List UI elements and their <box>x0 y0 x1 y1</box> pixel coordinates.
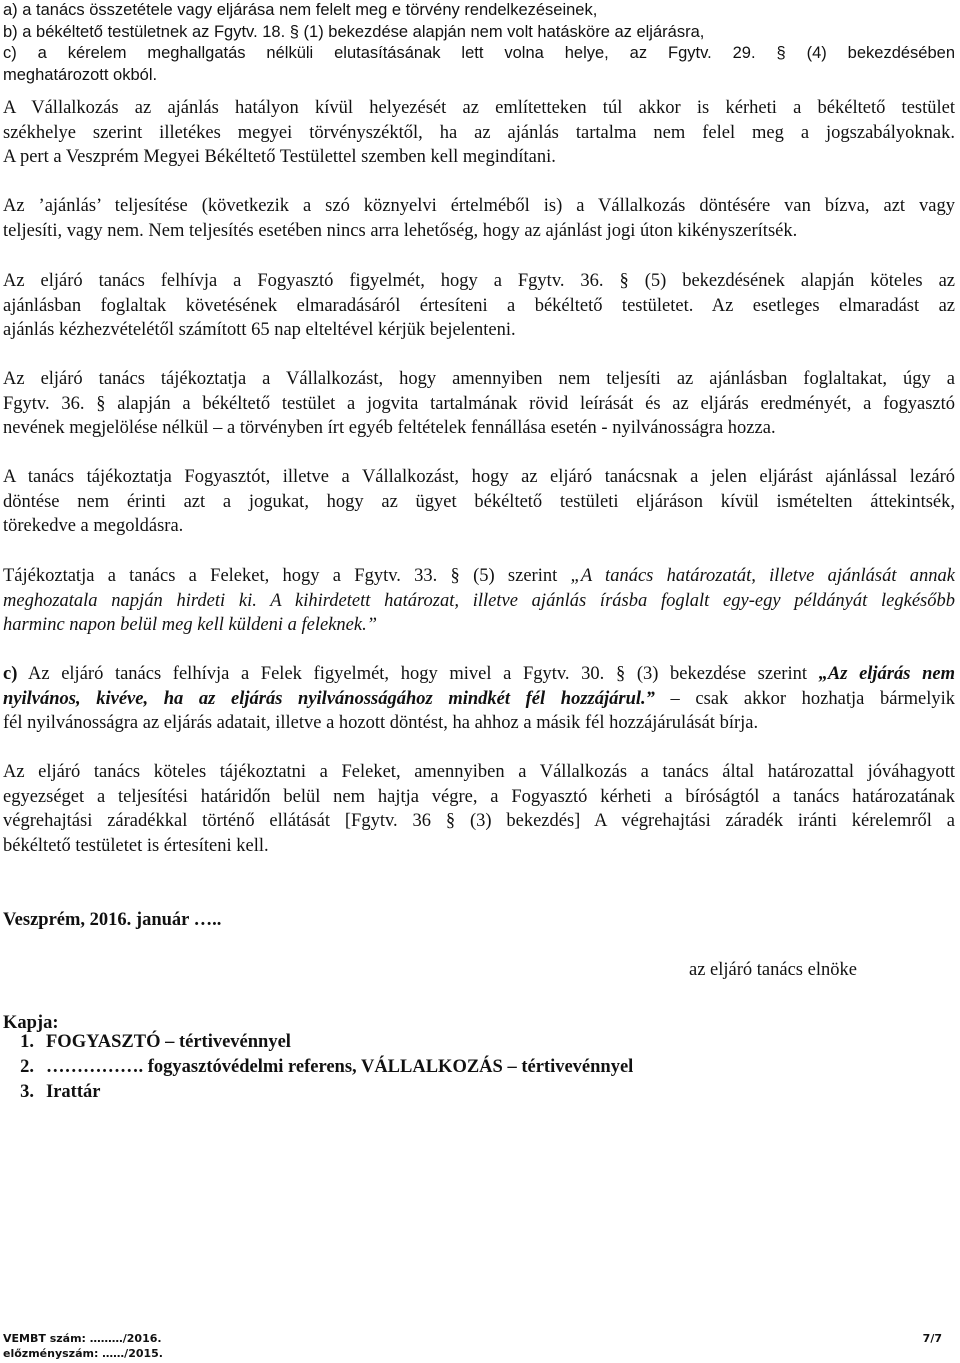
paragraph-publicity <box>3 662 955 736</box>
recipient-number: 1. <box>20 1032 34 1052</box>
paragraph-text: Tájékoztatja a tanács a Feleket, hogy a Fgytv. 33. § (5) szerint <box>3 566 571 586</box>
paragraph-announcement <box>3 564 955 638</box>
item-label: c) <box>3 664 18 684</box>
paragraph-line: végrehajtási záradékkal történő ellátását [Fgytv. 36 § (3) bekezdés] A végrehajtási záradék iránti kérelemről a <box>3 811 955 831</box>
paragraph-line <box>3 564 955 589</box>
recipient-text: Irattár <box>46 1082 101 1102</box>
paragraph-line: Az eljáró tanács tájékoztatja a Vállalkozást, hogy amennyiben nem teljesíti az ajánlásban foglaltakat, úgy a <box>3 369 955 389</box>
paragraph-line: Az eljáró tanács felhívja a Fogyasztó figyelmét, hogy a Fgytv. 36. § (5) bekezdésének alapján köteles az <box>3 271 955 291</box>
date-text: Veszprém, 2016. január ….. <box>3 910 222 930</box>
paragraph-rights <box>3 465 955 539</box>
page-footer <box>3 1331 163 1361</box>
paragraph-line: nevének megjelölése nélkül – a törvényben írt egyéb feltételek fennállása esetén - nyilvánosságra hozza. <box>3 418 776 438</box>
case-number: VEMBT szám: ………/2016. <box>3 1332 162 1345</box>
ground-c-line1: c) a kérelem meghallgatás nélküli elutasításának lett volna helye, az Fgytv. 29. § (4) bekezdésében <box>3 44 955 62</box>
ground-b: b) a békéltető testületnek az Fgytv. 18. § (1) bekezdése alapján nem volt hatásköre az eljárásra, <box>3 22 705 41</box>
paragraph-line: törekedve a megoldásra. <box>3 516 184 536</box>
paragraph-line: Az eljáró tanács köteles tájékoztatni a Feleket, amennyiben a Vállalkozás a tanács által határozattal jóváhagyott <box>3 762 955 782</box>
paragraph-line: Fgytv. 36. § alapján a békéltető testület a jogvita tartalmának rövid leírását és az eljárás eredményét, a fogyasztó <box>3 393 955 414</box>
paragraph-annulment <box>3 96 955 170</box>
paragraph-publication <box>3 367 955 441</box>
paragraph-line: A pert a Veszprém Megyei Békéltető Testülettel szemben kell megindítani. <box>3 147 556 167</box>
grounds-list <box>3 0 955 86</box>
paragraph-line: ajánlás kézhezvételétől számított 65 nap elteltével kérjük bejelenteni. <box>3 320 516 340</box>
paragraph-consumer-notice <box>3 269 955 343</box>
ground-c-line2: meghatározott okból. <box>3 65 158 84</box>
quoted-text: „A tanács határozatát, illetve ajánlását annak <box>570 566 955 586</box>
quoted-text: meghozatala napján hirdeti ki. A kihirdetett határozat, illetve ajánlás írásba foglalt egy-egy példányát legkésőbb <box>3 590 955 611</box>
recipient-text: FOGYASZTÓ – tértivevénnyel <box>46 1032 291 1052</box>
prior-case-number: előzményszám: ……/2015. <box>3 1347 163 1360</box>
recipient-number: 2. <box>20 1057 34 1077</box>
quoted-text: harminc napon belül meg kell küldeni a feleknek.” <box>3 615 378 635</box>
paragraph-fulfilment <box>3 194 955 243</box>
paragraph-line: teljesíti, vagy nem. Nem teljesítés esetében nincs arra lehetőség, hogy az ajánlást jogi úton kikényszerítsék. <box>3 220 798 241</box>
signature-label: az eljáró tanács elnöke <box>689 960 857 980</box>
paragraph-line: fél nyilvánosságra az eljárás adatait, illetve a hozott döntést, ha ahhoz a másik fél hozzájárulását bírja. <box>3 713 759 733</box>
quoted-text: „Az eljárás nem <box>818 664 955 684</box>
paragraph-line: A Vállalkozás az ajánlás hatályon kívül helyezését az említetteken túl akkor is kérheti a békéltető testület <box>3 98 955 118</box>
recipient-item <box>0 1055 900 1080</box>
recipient-item <box>0 1080 900 1105</box>
paragraph-line: ajánlásban foglaltak követésének elmaradásáról értesíteni a békéltető testületet. Az esetleges elmaradást az <box>3 295 955 316</box>
paragraph-text: Az eljáró tanács felhívja a Felek figyelmét, hogy mivel a Fgytv. 30. § (3) bekezdése szerint <box>17 664 819 684</box>
paragraph-text: – csak akkor hozhatja bármelyik <box>654 688 955 709</box>
paragraph-line: egyezséget a teljesítési határidőn belül nem hajtja végre, a Fogyasztó kérheti a bíróságtól a tanács határozatának <box>3 786 955 807</box>
recipients-list <box>0 1030 900 1105</box>
paragraph-line <box>3 687 955 712</box>
paragraph-line <box>3 662 955 687</box>
recipient-number: 3. <box>20 1082 34 1102</box>
date-line <box>3 908 955 933</box>
ground-a: a) a tanács összetétele vagy eljárása nem felelt meg e törvény rendelkezéseinek, <box>3 1 598 19</box>
recipient-item <box>0 1030 900 1055</box>
paragraph-line: A tanács tájékoztatja Fogyasztót, illetve a Vállalkozást, hogy az eljáró tanácsnak a jelen eljárást ajánlással lezáró <box>3 467 955 487</box>
paragraph-line: Az ’ajánlás’ teljesítése (következik a szó köznyelvi értelméből is) a Vállalkozás döntésére van bízva, azt vagy <box>3 196 955 216</box>
paragraph-line: békéltető testületet is értesíteni kell. <box>3 835 269 856</box>
paragraph-enforcement <box>3 760 955 858</box>
paragraph-line: székhelye szerint illetékes megyei törvényszéktől, ha az ajánlás tartalma nem felel meg a jogszabályoknak. <box>3 122 955 143</box>
paragraph-line: döntése nem érinti azt a jogukat, hogy az ügyet békéltető testületi eljáráson kívül ismételten áttekintsék, <box>3 491 955 512</box>
recipients-heading: Kapja: <box>3 1013 59 1033</box>
page-number: 7/7 <box>922 1332 942 1345</box>
recipient-text: ……………. fogyasztóvédelmi referens, VÁLLALKOZÁS – tértivevénnyel <box>46 1057 634 1077</box>
quoted-text: nyilvános, kivéve, ha az eljárás nyilvánosságához mindkét fél hozzájárul.” <box>3 688 655 709</box>
